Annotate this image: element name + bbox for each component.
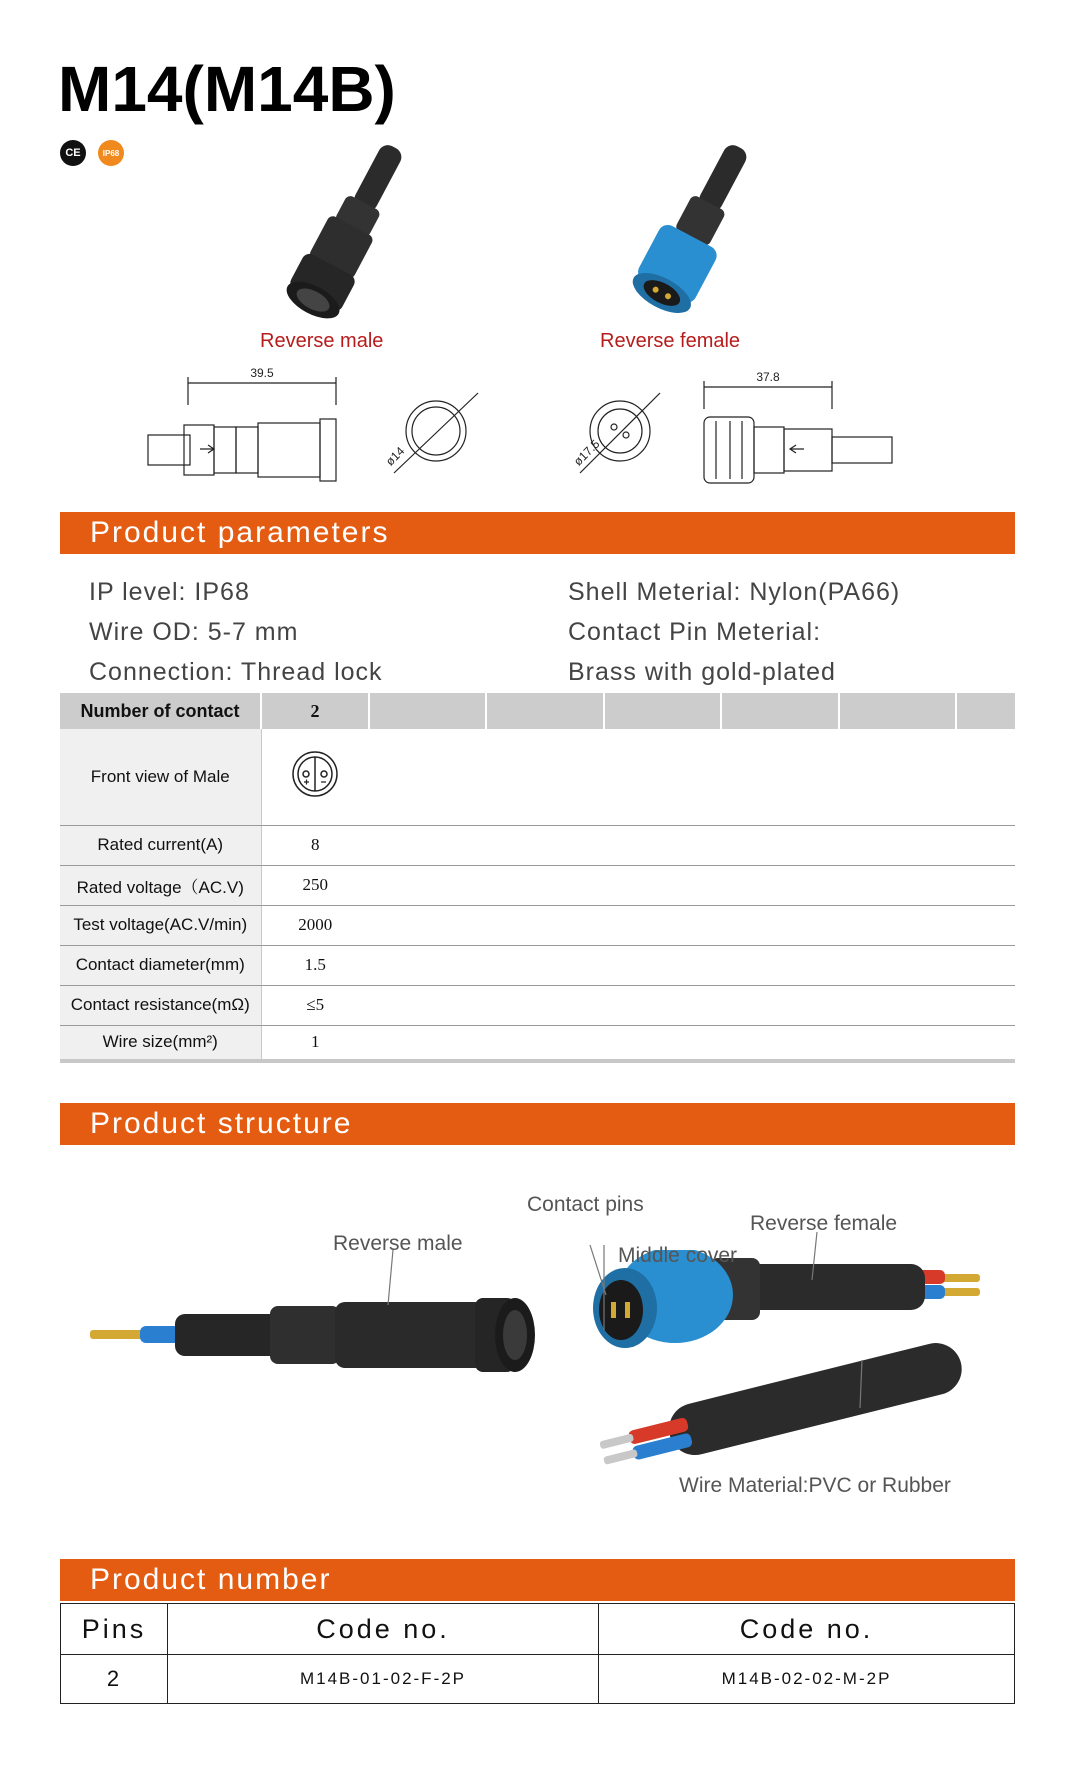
male-length-label: 39.5 — [250, 366, 274, 380]
spec-row-rated-current — [60, 825, 1015, 865]
spec-value: 2000 — [261, 905, 369, 945]
spec-label: Number of contact — [60, 693, 261, 729]
female-diameter-label: ø17.5 — [570, 436, 603, 469]
header-code-male: Code no. — [599, 1604, 1015, 1655]
male-front-view-icon — [290, 749, 340, 799]
spec-row-rated-voltage — [60, 865, 1015, 905]
spec-row-wire-size — [60, 1025, 1015, 1061]
spec-empty-cell — [486, 693, 603, 729]
product-number-table — [60, 1603, 1015, 1704]
ip68-badge-icon — [98, 140, 124, 166]
param-pin-material: Contact Pin Meterial: — [568, 618, 822, 646]
spec-empty-cell — [369, 1025, 1015, 1061]
spec-label: Front view of Male — [60, 729, 261, 825]
male-diameter-label: ø14 — [382, 444, 408, 469]
spec-empty-cell — [369, 865, 1015, 905]
spec-value: 250 — [261, 865, 369, 905]
section-product-parameters: Product parameters — [60, 512, 1015, 554]
param-pin-material-detail: Brass with gold-plated — [568, 658, 836, 686]
spec-empty-cell — [369, 985, 1015, 1025]
param-connection: Connection: Thread lock — [89, 658, 383, 686]
spec-value: 1.5 — [261, 945, 369, 985]
section-product-number: Product number — [60, 1559, 1015, 1601]
param-wire-od: Wire OD: 5-7 mm — [89, 618, 299, 646]
spec-value: ≤5 — [261, 985, 369, 1025]
ip68-badge-label: IP68 — [102, 148, 120, 158]
spec-label: Wire size(mm²) — [60, 1025, 261, 1061]
page-title: M14(M14B) — [58, 53, 396, 125]
callout-contact-pins: Contact pins — [527, 1193, 644, 1216]
spec-empty-cell — [721, 693, 838, 729]
callout-reverse-male: Reverse male — [333, 1232, 463, 1255]
spec-empty-cell — [369, 905, 1015, 945]
male-dimension-drawing — [140, 365, 480, 490]
code-male-value: M14B-02-02-M-2P — [599, 1655, 1015, 1704]
reverse-female-photo — [610, 140, 770, 325]
spec-empty-cell — [369, 825, 1015, 865]
reverse-male-photo — [270, 140, 420, 325]
spec-empty-cell — [839, 693, 956, 729]
code-female-value: M14B-01-02-F-2P — [168, 1655, 599, 1704]
spec-value: 2 — [261, 693, 369, 729]
structure-callout-lines — [0, 1190, 1080, 1430]
callout-middle-cover: Middle cover — [618, 1244, 738, 1267]
ce-badge-label: CE — [65, 147, 81, 159]
spec-table — [60, 693, 1015, 1063]
front-view-cell — [261, 729, 369, 825]
female-dimension-drawing — [560, 365, 900, 490]
spec-label: Rated voltage（AC.V) — [60, 865, 261, 905]
pins-value: 2 — [61, 1655, 168, 1704]
header-pins: Pins — [61, 1604, 168, 1655]
param-ip-level: IP level: IP68 — [89, 578, 250, 606]
spec-empty-cell — [369, 729, 1015, 825]
female-length-label: 37.8 — [756, 370, 780, 384]
spec-empty-cell — [369, 945, 1015, 985]
spec-row-contact-diameter — [60, 945, 1015, 985]
header-code-female: Code no. — [168, 1604, 599, 1655]
ce-badge-icon — [60, 140, 86, 166]
spec-empty-cell — [604, 693, 721, 729]
spec-label: Test voltage(AC.V/min) — [60, 905, 261, 945]
spec-row-front-view — [60, 729, 1015, 825]
callout-reverse-female: Reverse female — [750, 1212, 898, 1235]
spec-row-test-voltage — [60, 905, 1015, 945]
spec-label: Contact diameter(mm) — [60, 945, 261, 985]
reverse-male-caption: Reverse male — [260, 330, 384, 352]
param-shell-material: Shell Meterial: Nylon(PA66) — [568, 578, 901, 606]
callout-wire-material: Wire Material:PVC or Rubber — [679, 1474, 951, 1497]
spec-label: Contact resistance(mΩ) — [60, 985, 261, 1025]
spec-value: 8 — [261, 825, 369, 865]
product-number-header-row — [61, 1604, 1015, 1655]
spec-row-contacts — [60, 693, 1015, 729]
spec-label: Rated current(A) — [60, 825, 261, 865]
spec-empty-cell — [369, 693, 486, 729]
spec-empty-cell — [956, 693, 1015, 729]
section-product-structure: Product structure — [60, 1103, 1015, 1145]
spec-row-contact-resistance — [60, 985, 1015, 1025]
reverse-female-caption: Reverse female — [600, 330, 741, 352]
table-row — [61, 1655, 1015, 1704]
spec-value: 1 — [261, 1025, 369, 1061]
